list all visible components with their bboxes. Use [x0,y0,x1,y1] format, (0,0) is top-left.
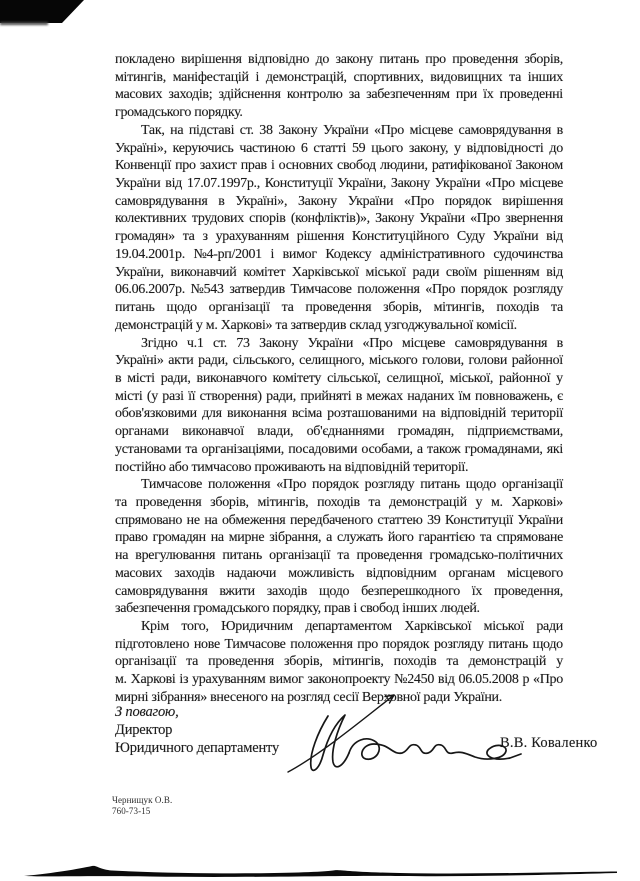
text-line: питань щодо організації та проведення зборів, мітингів, походів та [115,300,563,316]
scan-artifact-bottom-streak [0,860,640,881]
text-line: України, виконавчий комітет Харківської міської ради своїм рішенням від [115,264,563,280]
text-line: громадського порядку. [115,105,243,121]
text-line: постійно або тимчасово проживають на відповідній території. [115,459,469,475]
text-line: підготовлено нове Тимчасове положення про порядок розгляду питань щодо [115,636,563,652]
text-line: Тимчасове положення «Про порядок розгляду питань щодо організації [141,477,563,493]
text-line: в місті ради, виконавчого комітету сільської, селищної, міської, районної у [115,370,563,386]
text-line: громадян» та з урахуванням рішення Конституційного Суду України від [115,229,563,245]
text-line: та проведення зборів, мітингів, походів та демонстрацій у м. Харкові» [115,494,563,510]
text-line: самоврядування в Україні», Закону України «Про порядок вирішення [115,193,563,209]
text-line: м. Харкові із урахуванням вимог законопроекту №2450 від 06.05.2008 р «Про [115,672,563,688]
text-line: Крім того, Юридичним департаментом Харківської міської ради [141,619,563,634]
paragraph [115,335,563,477]
executor-name: Чернищук О.В. [112,795,173,805]
text-line: самоврядування вжити заходів щодо безперешкодного їх проведення, [115,583,563,599]
text-line: мітингів, маніфестацій і демонстрацій, спортивних, видовищних та інших [115,69,563,85]
signer-name: В.В. Коваленко [500,735,598,751]
salutation-text: З повагою, [115,704,179,720]
text-line: обов'язковими для виконання всіма розташованими на відповідній території [115,406,563,422]
text-line: 06.06.2007р. №543 затвердив Тимчасове положення «Про порядок розгляду [115,282,563,298]
text-line: місті (у разі її створення) ради, прийняті в межах наданих їм повноважень, є [115,388,563,404]
paragraph [115,122,563,335]
text-line: України від 17.07.1997р., Конституції України, Закону України «Про місцеве [115,176,563,192]
paragraph [115,51,563,122]
text-line: покладено вирішення відповідно до закону питань про проведення зборів, [115,52,563,67]
text-line: право громадян на мирне зібрання, а служать його гарантією та спрямоване [115,530,563,546]
text-line: спрямовано не на обмеження передбаченого статтею 39 Конституції України [115,512,563,528]
scan-smudge-icon [0,22,48,25]
text-line: установами та організаціями, посадовими особами, а також громадянами, які [115,441,563,457]
scan-artifact-top-left [0,0,85,24]
text-line: Так, на підставі ст. 38 Закону України «Про місцеве самоврядування в [141,122,563,138]
text-line: забезпечення громадського порядку, прав і свобод інших людей. [115,601,480,617]
paragraph [115,476,563,618]
text-line: органами виконавчої влади, об'єднаннями громадян, підприємствами, [115,424,563,440]
text-line: на врегулювання питань організації та проведення громадсько-політичних [115,548,563,564]
text-line: мирні зібрання» внесеного на розгляд сесії Верховної ради України. [115,689,502,705]
text-line: колективних трудових спорів (конфліктів)», Закону України «Про звернення [115,211,563,227]
text-line: Конвенції про захист прав і основних свобод людини, ратифікованої Законом [115,158,563,174]
text-line: Україні», керуючись частиною 6 статті 59 цього закону, у відповідності до [115,140,563,156]
text-line: Згідно ч.1 ст. 73 Закону України «Про місцеве самоврядування в [141,335,563,351]
signer-title-line2: Юридичного департаменту [115,740,279,757]
signature-image [268,682,530,782]
text-line: 19.04.2001р. №4-рп/2001 і вимог Кодексу адміністративного судочинства [115,246,563,262]
executor-footer [112,795,172,816]
text-line: демонстрацій у м. Харкові» та затвердив склад узгоджувальної комісії. [115,317,517,333]
text-line: Україні» акти ради, сільського, селищного, міського голови, голови районної [115,353,563,369]
signer-title-line1: Директор [115,722,173,739]
text-line: масових заходів; здійснення контролю за забезпеченням при їх проведенні [115,87,563,103]
text-line: масових заходів надаючи можливість відповідним органам місцевого [115,565,563,581]
executor-phone: 760-73-15 [112,805,151,816]
text-line: організації та проведення зборів, мітингів, походів та демонстрацій у [115,654,563,670]
document-body [115,51,563,707]
